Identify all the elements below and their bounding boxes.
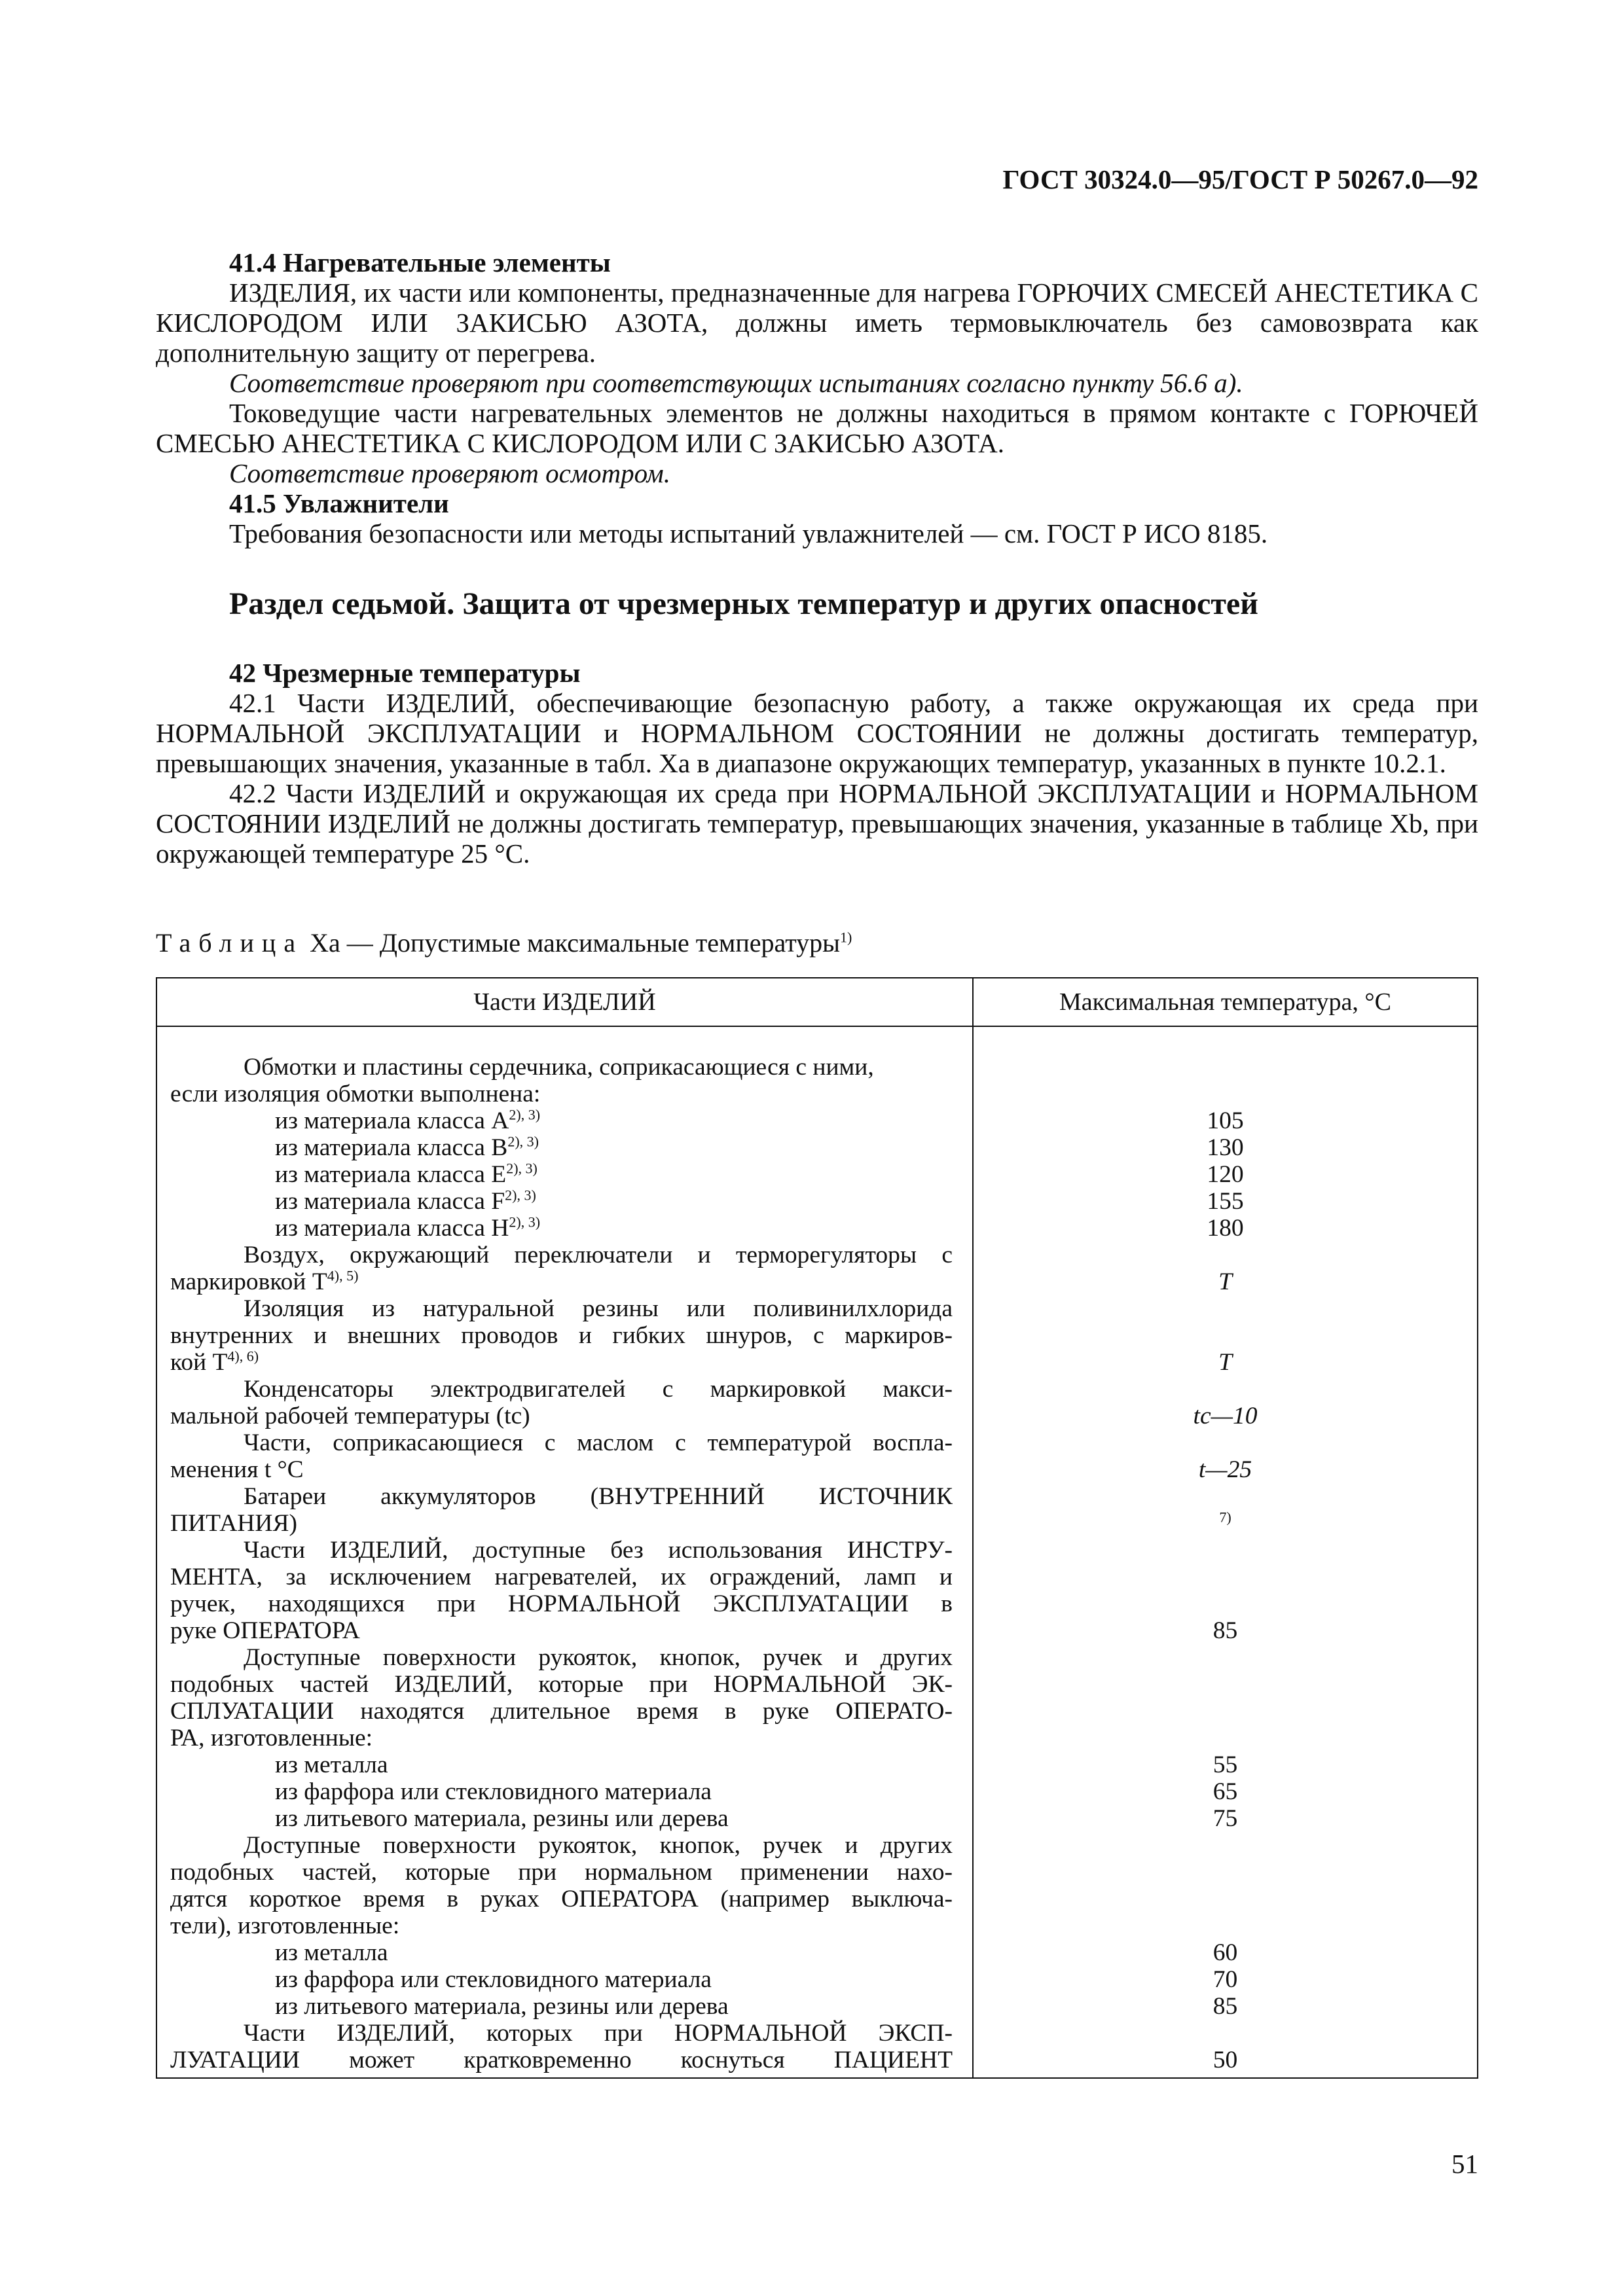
table-row-footnote: 2), 3) [505, 1188, 536, 1204]
table-row-text: РА, изготовленные: [170, 1725, 373, 1751]
table-caption-word: Таблица [156, 928, 304, 958]
table-row-text: из материала класса $Е^{2), 3)}$ [275, 1161, 538, 1188]
section-7-heading: Раздел седьмой. Защита от чрезмерных температур и других опасностей [229, 586, 1258, 621]
table-row-text: Части ИЗДЕЛИЙ, которых при НОРМАЛЬНОЙ ЭКСП- [244, 2020, 953, 2047]
table-row-value [974, 1644, 1477, 1671]
table-row-value: 55 [1213, 1751, 1238, 1778]
temperature-column [973, 1026, 1478, 2078]
table-row-value: 120 [1207, 1161, 1244, 1188]
table-row-value: 75 [1213, 1805, 1238, 1832]
table-row-value: 105 [1207, 1107, 1244, 1134]
table-row-value [974, 1859, 1477, 1886]
table-row-text: Доступные поверхности рукояток, кнопок, ручек и других [244, 1832, 953, 1859]
table-row-text: Части ИЗДЕЛИЙ, доступные без использования ИНСТРУ- [244, 1537, 953, 1564]
table-row-text: маркировкой $Т^{4), 5)}$ [170, 1268, 359, 1295]
table-row-text: тели), изготовленные: [170, 1912, 400, 1939]
table-row-value [974, 1886, 1477, 1912]
table-row-text: дятся короткое время в руках ОПЕРАТОРА (например выключа- [170, 1886, 953, 1912]
table-row-text: из фарфора или стекловидного материала [275, 1966, 712, 1993]
table-row-footnote: 2), 3) [506, 1161, 538, 1177]
clause-41-5-title: 41.5 Увлажнители [229, 488, 449, 518]
table-row-text: Обмотки и пластины сердечника, соприкасающиеся с ними, [244, 1054, 874, 1081]
table-row-value [974, 1564, 1477, 1590]
table-row-text: из материала класса $В^{2), 3)}$ [275, 1134, 539, 1161]
table-row-footnote: 4), 5) [327, 1268, 359, 1284]
clause-42-1: 42.1 Части ИЗДЕЛИЙ, обеспечивающие безопасную работу, а также окружающая их среда при НОРМАЛЬНОЙ ЭКСПЛУАТАЦИИ и НОРМАЛЬНОМ СОСТОЯНИИ не должны достигать температур, превышающих значения, указанные в табл. Ха в диапазоне окружающих температур, указанных в пункте 10.2.1. [156, 688, 1478, 778]
table-row-text: из металла [275, 1939, 388, 1966]
table-row-text: из материала класса $F^{2), 3)}$ [275, 1188, 536, 1215]
table-row-value [974, 2020, 1477, 2047]
table-row-text: руке ОПЕРАТОРА [170, 1617, 360, 1644]
table-row-value [974, 1671, 1477, 1698]
table-row-value [974, 1832, 1477, 1859]
table-row-text: подобных частей ИЗДЕЛИЙ, которые при НОРМАЛЬНОЙ ЭК- [170, 1671, 953, 1698]
table-caption-text: Ха — Допустимые максимальные температуры [310, 928, 841, 958]
parts-column [156, 1026, 973, 2078]
clause-41-4-compliance: Соответствие проверяют при соответствующих испытаниях согласно пункту 56.6 а). [229, 368, 1243, 398]
clause-41-4-p3: Токоведущие части нагревательных элементов не должны находиться в прямом контакте с ГОРЮЧЕЙ СМЕСЬЮ АНЕСТЕТИКА С КИСЛОРОДОМ ИЛИ С ЗАКИСЬЮ АЗОТА. [156, 398, 1478, 458]
clause-42-title: 42 Чрезмерные температуры [229, 658, 581, 688]
clause-41-4-p1: ИЗДЕЛИЯ, их части или компоненты, предназначенные для нагрева ГОРЮЧИХ СМЕСЕЙ АНЕСТЕТИКА С КИСЛОРОДОМ ИЛИ ЗАКИСЬЮ АЗОТА, должны иметь термовыключатель без самовозврата как дополнительную защиту от перегрева. [156, 278, 1478, 368]
table-row-value [974, 1483, 1477, 1510]
table-row-text: из литьевого материала, резины или дерева [275, 1805, 729, 1832]
table-caption-footnote: 1) [840, 929, 852, 946]
table-xa [156, 977, 1478, 2079]
col-header-max-temp: Максимальная температура, °С [973, 978, 1478, 1026]
table-row-value [974, 1537, 1477, 1564]
table-row-text: ПИТАНИЯ) [170, 1510, 297, 1537]
table-row-value: t—25 [1198, 1456, 1252, 1483]
running-header: ГОСТ 30324.0—95/ГОСТ Р 50267.0—92 [1002, 164, 1478, 194]
table-row-value: 180 [1207, 1215, 1244, 1242]
table-row-value [974, 1322, 1477, 1349]
col-header-parts: Части ИЗДЕЛИЙ [156, 978, 973, 1026]
table-row-text: Конденсаторы электродвигателей с маркировкой макси- [244, 1376, 953, 1403]
table-row-text: Изоляция из натуральной резины или поливинилхлорида [244, 1295, 953, 1322]
table-row-value: 85 [1213, 1993, 1238, 2020]
table-row-footnote: 2), 3) [509, 1107, 541, 1123]
table-row-text: из материала класса $Н^{2), 3)}$ [275, 1215, 541, 1242]
table-row-text: ЛУАТАЦИИ может кратковременно коснуться ПАЦИЕНТ [170, 2047, 953, 2073]
table-row-value: 50 [1213, 2047, 1238, 2073]
table-caption [156, 928, 1478, 958]
table-row-value [974, 1725, 1477, 1751]
table-row-value: 70 [1213, 1966, 1238, 1993]
table-row-text: внутренних и внешних проводов и гибких шнуров, с маркиров- [170, 1322, 953, 1349]
table-row-text: МЕНТА, за исключением нагревателей, их ограждений, ламп и [170, 1564, 953, 1590]
clause-41-4-title: 41.4 Нагревательные элементы [229, 247, 611, 278]
table-row-value: 85 [1213, 1617, 1238, 1644]
table-row-footnote: 2), 3) [509, 1215, 541, 1230]
table-row-value [974, 1429, 1477, 1456]
table-row-footnote: 2), 3) [507, 1134, 539, 1150]
table-row-value [974, 1054, 1477, 1081]
clause-41-4-compliance-2: Соответствие проверяют осмотром. [229, 458, 670, 488]
page-number: 51 [1451, 2149, 1478, 2179]
table-row-value [974, 1376, 1477, 1403]
table-header-row [156, 978, 1478, 1026]
table-row-value [974, 1242, 1477, 1268]
table-row-value: T [1218, 1268, 1232, 1295]
clause-41-5-p1: Требования безопасности или методы испытаний увлажнителей — см. ГОСТ Р ИСО 8185. [229, 518, 1268, 548]
table-row-value [974, 1698, 1477, 1725]
table-row-value [974, 1590, 1477, 1617]
table-row-value: 155 [1207, 1188, 1244, 1215]
table-row-value: 65 [1213, 1778, 1238, 1805]
table-row-text: Доступные поверхности рукояток, кнопок, ручек и других [244, 1644, 953, 1671]
table-row-text: из материала класса $А^{2), 3)}$ [275, 1107, 541, 1134]
table-row-text: Воздух, окружающий переключатели и терморегуляторы с [244, 1242, 953, 1268]
clause-42-2: 42.2 Части ИЗДЕЛИЙ и окружающая их среда при НОРМАЛЬНОЙ ЭКСПЛУАТАЦИИ и НОРМАЛЬНОМ СОСТОЯНИИ ИЗДЕЛИЙ не должны достигать температур, превышающих значения, указанные в таблице Xb, при окружающей температуре 25 °С. [156, 778, 1478, 869]
table-row-text: кой $Т^{4), 6)}$ [170, 1349, 259, 1376]
table-row-text: из литьевого материала, резины или дерева [275, 1993, 729, 2020]
table-row-value [974, 1295, 1477, 1322]
table-row-text: СПЛУАТАЦИИ находятся длительное время в руке ОПЕРАТО- [170, 1698, 953, 1725]
table-row-value: T [1218, 1349, 1232, 1376]
table-row-text: Части, соприкасающиеся с маслом с температурой воспла- [244, 1429, 953, 1456]
table-row-text: из металла [275, 1751, 388, 1778]
table-body-row [156, 1026, 1478, 2078]
table-row-value: tс—10 [1193, 1403, 1258, 1429]
table-row-value [974, 1081, 1477, 1107]
table-row-value: 60 [1213, 1939, 1238, 1966]
table-row-value [974, 1912, 1477, 1939]
table-row-footnote: 4), 6) [227, 1349, 259, 1365]
table-row-text: мальной рабочей температуры (tс) [170, 1403, 530, 1429]
table-row-text: ручек, находящихся при НОРМАЛЬНОЙ ЭКСПЛУАТАЦИИ в [170, 1590, 953, 1617]
table-row-text: если изоляция обмотки выполнена: [170, 1081, 541, 1107]
table-row-value: 130 [1207, 1134, 1244, 1161]
table-row-text: Батареи аккумуляторов (ВНУТРЕННИЙ ИСТОЧНИК [244, 1483, 953, 1510]
table-row-value: 7) [1219, 1509, 1231, 1526]
table-row-text: из фарфора или стекловидного материала [275, 1778, 712, 1805]
table-row-text: менения t °С [170, 1456, 304, 1483]
table-row-text: подобных частей, которые при нормальном применении нахо- [170, 1859, 953, 1886]
